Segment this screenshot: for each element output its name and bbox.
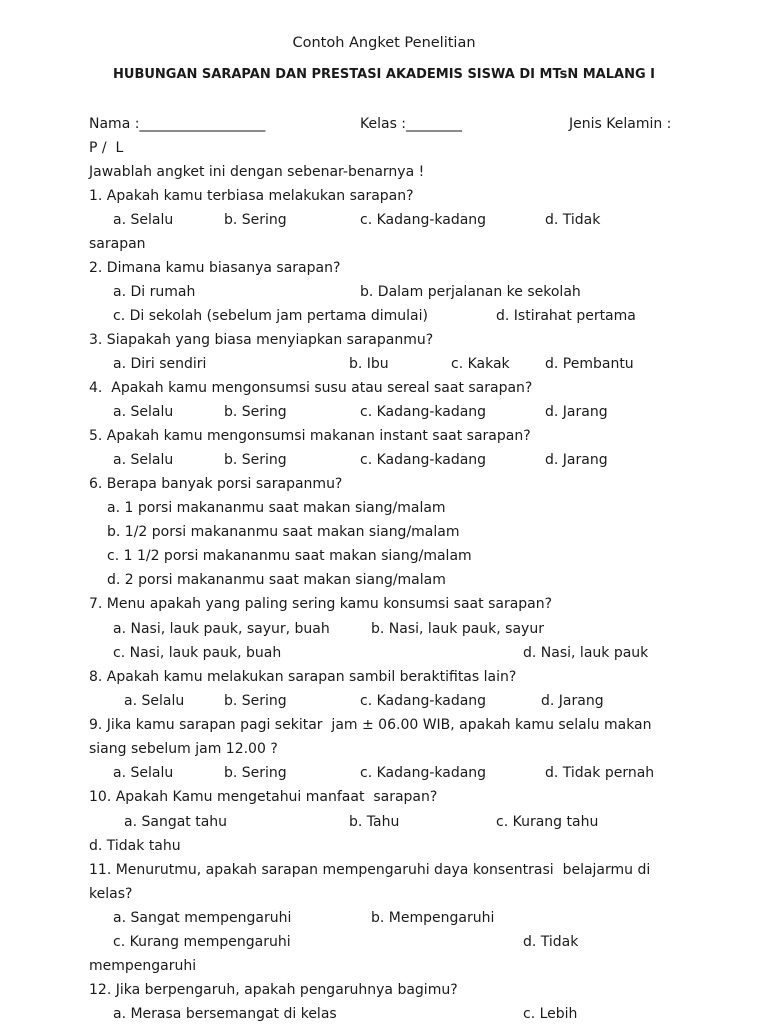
q3-option-b: b. Ibu — [349, 356, 389, 372]
page-title: Contoh Angket Penelitian — [292, 35, 476, 51]
question-2: 2. Dimana kamu biasanya sarapan? — [89, 260, 341, 276]
question-10: 10. Apakah Kamu mengetahui manfaat sarapan? — [89, 789, 438, 805]
q4-option-c: c. Kadang-kadang — [360, 404, 487, 420]
page-subtitle: HUBUNGAN SARAPAN DAN PRESTASI AKADEMIS SISWA DI MTsN MALANG I — [113, 67, 655, 82]
q6-option-c: c. 1 1/2 porsi makananmu saat makan siang/malam — [107, 548, 472, 564]
q6-option-d: d. 2 porsi makananmu saat makan siang/malam — [107, 572, 446, 588]
q9-option-d: d. Tidak pernah — [545, 765, 655, 781]
form-kelas-field: Kelas :________ — [360, 116, 463, 132]
q2-option-b: b. Dalam perjalanan ke sekolah — [360, 284, 581, 300]
q11-option-d: d. Tidak — [523, 934, 579, 950]
q9-option-b: b. Sering — [224, 765, 287, 781]
question-6: 6. Berapa banyak porsi sarapanmu? — [89, 476, 343, 492]
question-7: 7. Menu apakah yang paling sering kamu konsumsi saat sarapan? — [89, 596, 553, 612]
q1-option-d: d. Tidak — [545, 212, 601, 228]
question-1: 1. Apakah kamu terbiasa melakukan sarapan? — [89, 188, 414, 204]
q6-option-a: a. 1 porsi makananmu saat makan siang/malam — [107, 500, 446, 516]
q8-option-d: d. Jarang — [541, 693, 604, 709]
q8-option-c: c. Kadang-kadang — [360, 693, 487, 709]
q2-option-d: d. Istirahat pertama — [496, 308, 636, 324]
q3-option-c: c. Kakak — [451, 356, 510, 372]
q11-option-d-cont: mempengaruhi — [89, 958, 197, 974]
question-3: 3. Siapakah yang biasa menyiapkan sarapanmu? — [89, 332, 434, 348]
question-11: 11. Menurutmu, apakah sarapan mempengaruhi daya konsentrasi belajarmu di — [89, 862, 651, 878]
q6-option-b: b. 1/2 porsi makananmu saat makan siang/malam — [107, 524, 460, 540]
question-9: 9. Jika kamu sarapan pagi sekitar jam ± 06.00 WIB, apakah kamu selalu makan — [89, 717, 652, 733]
form-gender-options: P / L — [89, 140, 124, 156]
q5-option-b: b. Sering — [224, 452, 287, 468]
q10-option-a: a. Sangat tahu — [124, 814, 228, 830]
q3-option-a: a. Diri sendiri — [113, 356, 207, 372]
q1-option-a: a. Selalu — [113, 212, 174, 228]
q11-option-b: b. Mempengaruhi — [371, 910, 495, 926]
q5-option-a: a. Selalu — [113, 452, 174, 468]
question-9-cont: siang sebelum jam 12.00 ? — [89, 741, 278, 757]
form-nama-field: Nama :__________________ — [89, 116, 266, 132]
q9-option-c: c. Kadang-kadang — [360, 765, 487, 781]
q10-option-c: c. Kurang tahu — [496, 814, 599, 830]
q5-option-d: d. Jarang — [545, 452, 608, 468]
question-8: 8. Apakah kamu melakukan sarapan sambil beraktifitas lain? — [89, 669, 517, 685]
q8-option-b: b. Sering — [224, 693, 287, 709]
q5-option-c: c. Kadang-kadang — [360, 452, 487, 468]
instruction: Jawablah angket ini dengan sebenar-benarnya ! — [89, 164, 425, 180]
q7-option-c: c. Nasi, lauk pauk, buah — [113, 645, 282, 661]
form-jenis-kelamin-field: Jenis Kelamin : — [569, 116, 672, 132]
question-5: 5. Apakah kamu mengonsumsi makanan instant saat sarapan? — [89, 428, 531, 444]
q12-option-a: a. Merasa bersemangat di kelas — [113, 1006, 337, 1022]
q4-option-d: d. Jarang — [545, 404, 608, 420]
question-12: 12. Jika berpengaruh, apakah pengaruhnya bagimu? — [89, 982, 458, 998]
question-11-cont: kelas? — [89, 886, 133, 902]
question-4: 4. Apakah kamu mengonsumsi susu atau sereal saat sarapan? — [89, 380, 533, 396]
q1-option-d-cont: sarapan — [89, 236, 146, 252]
q7-option-d: d. Nasi, lauk pauk — [523, 645, 649, 661]
q2-option-c: c. Di sekolah (sebelum jam pertama dimulai) — [113, 308, 428, 324]
q7-option-a: a. Nasi, lauk pauk, sayur, buah — [113, 621, 330, 637]
q1-option-c: c. Kadang-kadang — [360, 212, 487, 228]
q12-option-c: c. Lebih — [523, 1006, 578, 1022]
q7-option-b: b. Nasi, lauk pauk, sayur — [371, 621, 544, 637]
q1-option-b: b. Sering — [224, 212, 287, 228]
q10-option-d: d. Tidak tahu — [89, 838, 181, 854]
q9-option-a: a. Selalu — [113, 765, 174, 781]
q4-option-b: b. Sering — [224, 404, 287, 420]
q11-option-c: c. Kurang mempengaruhi — [113, 934, 291, 950]
q10-option-b: b. Tahu — [349, 814, 400, 830]
q11-option-a: a. Sangat mempengaruhi — [113, 910, 292, 926]
q8-option-a: a. Selalu — [124, 693, 185, 709]
q2-option-a: a. Di rumah — [113, 284, 196, 300]
q3-option-d: d. Pembantu — [545, 356, 634, 372]
q4-option-a: a. Selalu — [113, 404, 174, 420]
